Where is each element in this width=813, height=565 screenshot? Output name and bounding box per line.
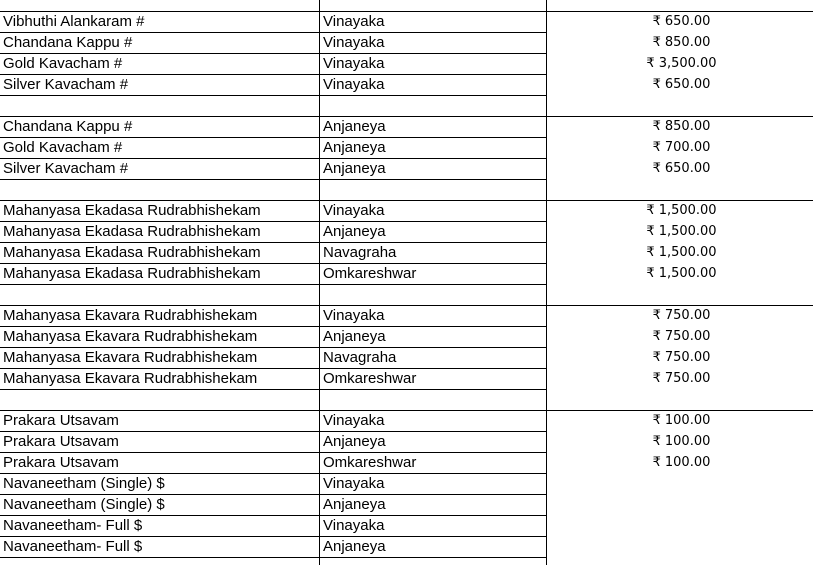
- amount-value: 100.00: [664, 455, 711, 470]
- amount-cell[interactable]: [550, 116, 813, 137]
- amount-cell[interactable]: [550, 389, 813, 410]
- amount-value: 750.00: [664, 371, 711, 386]
- seva-name-cell[interactable]: Prakara Utsavam: [3, 433, 119, 450]
- deity-cell[interactable]: Anjaneya: [323, 118, 386, 135]
- amount-value: 750.00: [664, 329, 711, 344]
- seva-name-cell[interactable]: [3, 179, 318, 200]
- deity-cell[interactable]: Anjaneya: [323, 160, 386, 177]
- deity-cell[interactable]: Anjaneya: [323, 139, 386, 156]
- amount-cell[interactable]: [550, 53, 813, 74]
- deity-cell[interactable]: Vinayaka: [323, 307, 385, 324]
- table-row: [0, 74, 813, 95]
- table-row: [0, 305, 813, 326]
- seva-name-cell[interactable]: Mahanyasa Ekavara Rudrabhishekam: [3, 307, 258, 324]
- deity-cell[interactable]: Anjaneya: [323, 538, 386, 555]
- seva-name-cell[interactable]: Mahanyasa Ekavara Rudrabhishekam: [3, 328, 258, 345]
- rupee-icon: ₹: [652, 161, 661, 176]
- seva-name-cell[interactable]: Gold Kavacham #: [3, 139, 123, 156]
- deity-cell[interactable]: [323, 389, 545, 410]
- table-row: [0, 137, 813, 158]
- amount-value: 650.00: [664, 77, 711, 92]
- deity-cell[interactable]: Vinayaka: [323, 34, 385, 51]
- amount-cell[interactable]: [550, 32, 813, 53]
- rupee-icon: ₹: [646, 266, 655, 281]
- amount-cell[interactable]: [550, 431, 813, 452]
- table-row: [0, 242, 813, 263]
- table-row: [0, 473, 813, 494]
- rupee-icon: ₹: [652, 329, 661, 344]
- amount-cell[interactable]: [550, 326, 813, 347]
- seva-name-cell[interactable]: Mahanyasa Ekadasa Rudrabhishekam: [3, 223, 261, 240]
- table-row: [0, 200, 813, 221]
- deity-cell[interactable]: [323, 179, 545, 200]
- amount-cell[interactable]: [550, 221, 813, 242]
- deity-cell[interactable]: Vinayaka: [323, 76, 385, 93]
- grid-line-h: [0, 557, 547, 558]
- table-row: [0, 536, 813, 557]
- deity-cell[interactable]: Vinayaka: [323, 13, 385, 30]
- deity-cell[interactable]: Vinayaka: [323, 55, 385, 72]
- amount-cell[interactable]: [550, 305, 813, 326]
- seva-name-cell[interactable]: Prakara Utsavam: [3, 412, 119, 429]
- seva-name-cell[interactable]: Navaneetham (Single) $: [3, 475, 165, 492]
- rupee-icon: ₹: [652, 119, 661, 134]
- rupee-icon: ₹: [652, 77, 661, 92]
- rupee-icon: ₹: [652, 371, 661, 386]
- table-row: [0, 326, 813, 347]
- seva-name-cell[interactable]: [3, 284, 318, 305]
- seva-name-cell[interactable]: [3, 95, 318, 116]
- seva-name-cell[interactable]: Prakara Utsavam: [3, 454, 119, 471]
- amount-cell[interactable]: [550, 368, 813, 389]
- rupee-icon: ₹: [652, 455, 661, 470]
- rupee-icon: ₹: [652, 308, 661, 323]
- rupee-icon: ₹: [646, 224, 655, 239]
- table-row: [0, 515, 813, 536]
- amount-value: 750.00: [664, 308, 711, 323]
- table-row: [0, 431, 813, 452]
- grid-line-v: [319, 0, 320, 565]
- table-row: [0, 452, 813, 473]
- seva-name-cell[interactable]: [3, 389, 318, 410]
- amount-value: 1,500.00: [658, 245, 717, 260]
- amount-value: 1,500.00: [658, 224, 717, 239]
- rupee-icon: ₹: [652, 14, 661, 29]
- table-row: [0, 263, 813, 284]
- table-row: [0, 11, 813, 32]
- table-row: [0, 347, 813, 368]
- amount-value: 1,500.00: [658, 203, 717, 218]
- table-row: [0, 284, 813, 305]
- seva-name-cell[interactable]: Vibhuthi Alankaram #: [3, 13, 145, 30]
- table-row: [0, 116, 813, 137]
- deity-cell[interactable]: Vinayaka: [323, 475, 385, 492]
- table-row: [0, 494, 813, 515]
- seva-name-cell[interactable]: Mahanyasa Ekadasa Rudrabhishekam: [3, 244, 261, 261]
- rupee-icon: ₹: [646, 56, 655, 71]
- rupee-icon: ₹: [646, 245, 655, 260]
- seva-name-cell[interactable]: Mahanyasa Ekadasa Rudrabhishekam: [3, 265, 261, 282]
- deity-cell[interactable]: Vinayaka: [323, 517, 385, 534]
- table-row: [0, 410, 813, 431]
- amount-cell[interactable]: [550, 515, 813, 536]
- deity-cell[interactable]: [323, 95, 545, 116]
- seva-name-cell[interactable]: Chandana Kappu #: [3, 34, 133, 51]
- seva-name-cell[interactable]: Navaneetham- Full $: [3, 517, 143, 534]
- deity-cell[interactable]: Anjaneya: [323, 328, 386, 345]
- table-row: [0, 95, 813, 116]
- deity-cell[interactable]: Anjaneya: [323, 496, 386, 513]
- seva-name-cell[interactable]: Navaneetham (Single) $: [3, 496, 165, 513]
- table-row: [0, 368, 813, 389]
- amount-value: 750.00: [664, 350, 711, 365]
- amount-cell[interactable]: [550, 200, 813, 221]
- table-row: [0, 179, 813, 200]
- amount-cell[interactable]: [550, 11, 813, 32]
- rupee-icon: ₹: [652, 35, 661, 50]
- amount-cell[interactable]: [550, 158, 813, 179]
- amount-cell[interactable]: [550, 263, 813, 284]
- amount-value: 650.00: [664, 14, 711, 29]
- amount-value: 850.00: [664, 35, 711, 50]
- rupee-icon: ₹: [652, 350, 661, 365]
- table-row: [0, 158, 813, 179]
- grid-line-v: [546, 0, 547, 565]
- deity-cell[interactable]: Vinayaka: [323, 412, 385, 429]
- amount-cell[interactable]: [550, 452, 813, 473]
- seva-name-cell[interactable]: Mahanyasa Ekavara Rudrabhishekam: [3, 370, 258, 387]
- table-row: [0, 221, 813, 242]
- amount-cell[interactable]: [550, 179, 813, 200]
- deity-cell[interactable]: [323, 284, 545, 305]
- seva-name-cell[interactable]: Mahanyasa Ekadasa Rudrabhishekam: [3, 202, 261, 219]
- deity-cell[interactable]: Navagraha: [323, 349, 397, 366]
- amount-value: 850.00: [664, 119, 711, 134]
- seva-name-cell[interactable]: Silver Kavacham #: [3, 76, 129, 93]
- table-row: [0, 389, 813, 410]
- rupee-icon: ₹: [652, 434, 661, 449]
- amount-value: 700.00: [664, 140, 711, 155]
- deity-cell[interactable]: Omkareshwar: [323, 454, 417, 471]
- amount-value: 100.00: [664, 434, 711, 449]
- amount-cell[interactable]: [550, 473, 813, 494]
- amount-value: 650.00: [664, 161, 711, 176]
- rupee-icon: ₹: [652, 413, 661, 428]
- amount-cell[interactable]: [550, 242, 813, 263]
- seva-name-cell[interactable]: Gold Kavacham #: [3, 55, 123, 72]
- amount-cell[interactable]: [550, 74, 813, 95]
- deity-cell[interactable]: Omkareshwar: [323, 265, 417, 282]
- amount-cell[interactable]: [550, 536, 813, 557]
- seva-name-cell[interactable]: Navaneetham- Full $: [3, 538, 143, 555]
- deity-cell[interactable]: Anjaneya: [323, 223, 386, 240]
- amount-cell[interactable]: [550, 347, 813, 368]
- seva-name-cell[interactable]: Silver Kavacham #: [3, 160, 129, 177]
- table-row: [0, 53, 813, 74]
- deity-cell[interactable]: Omkareshwar: [323, 370, 417, 387]
- deity-cell[interactable]: Navagraha: [323, 244, 397, 261]
- amount-cell[interactable]: [550, 95, 813, 116]
- amount-cell[interactable]: [550, 410, 813, 431]
- amount-value: 100.00: [664, 413, 711, 428]
- amount-value: 1,500.00: [658, 266, 717, 281]
- rupee-icon: ₹: [652, 140, 661, 155]
- table-row: [0, 32, 813, 53]
- amount-cell[interactable]: [550, 494, 813, 515]
- seva-name-cell[interactable]: Mahanyasa Ekavara Rudrabhishekam: [3, 349, 258, 366]
- deity-cell[interactable]: Vinayaka: [323, 202, 385, 219]
- deity-cell[interactable]: Anjaneya: [323, 433, 386, 450]
- rupee-icon: ₹: [646, 203, 655, 218]
- amount-cell[interactable]: [550, 284, 813, 305]
- seva-name-cell[interactable]: Chandana Kappu #: [3, 118, 133, 135]
- amount-cell[interactable]: [550, 137, 813, 158]
- amount-value: 3,500.00: [658, 56, 717, 71]
